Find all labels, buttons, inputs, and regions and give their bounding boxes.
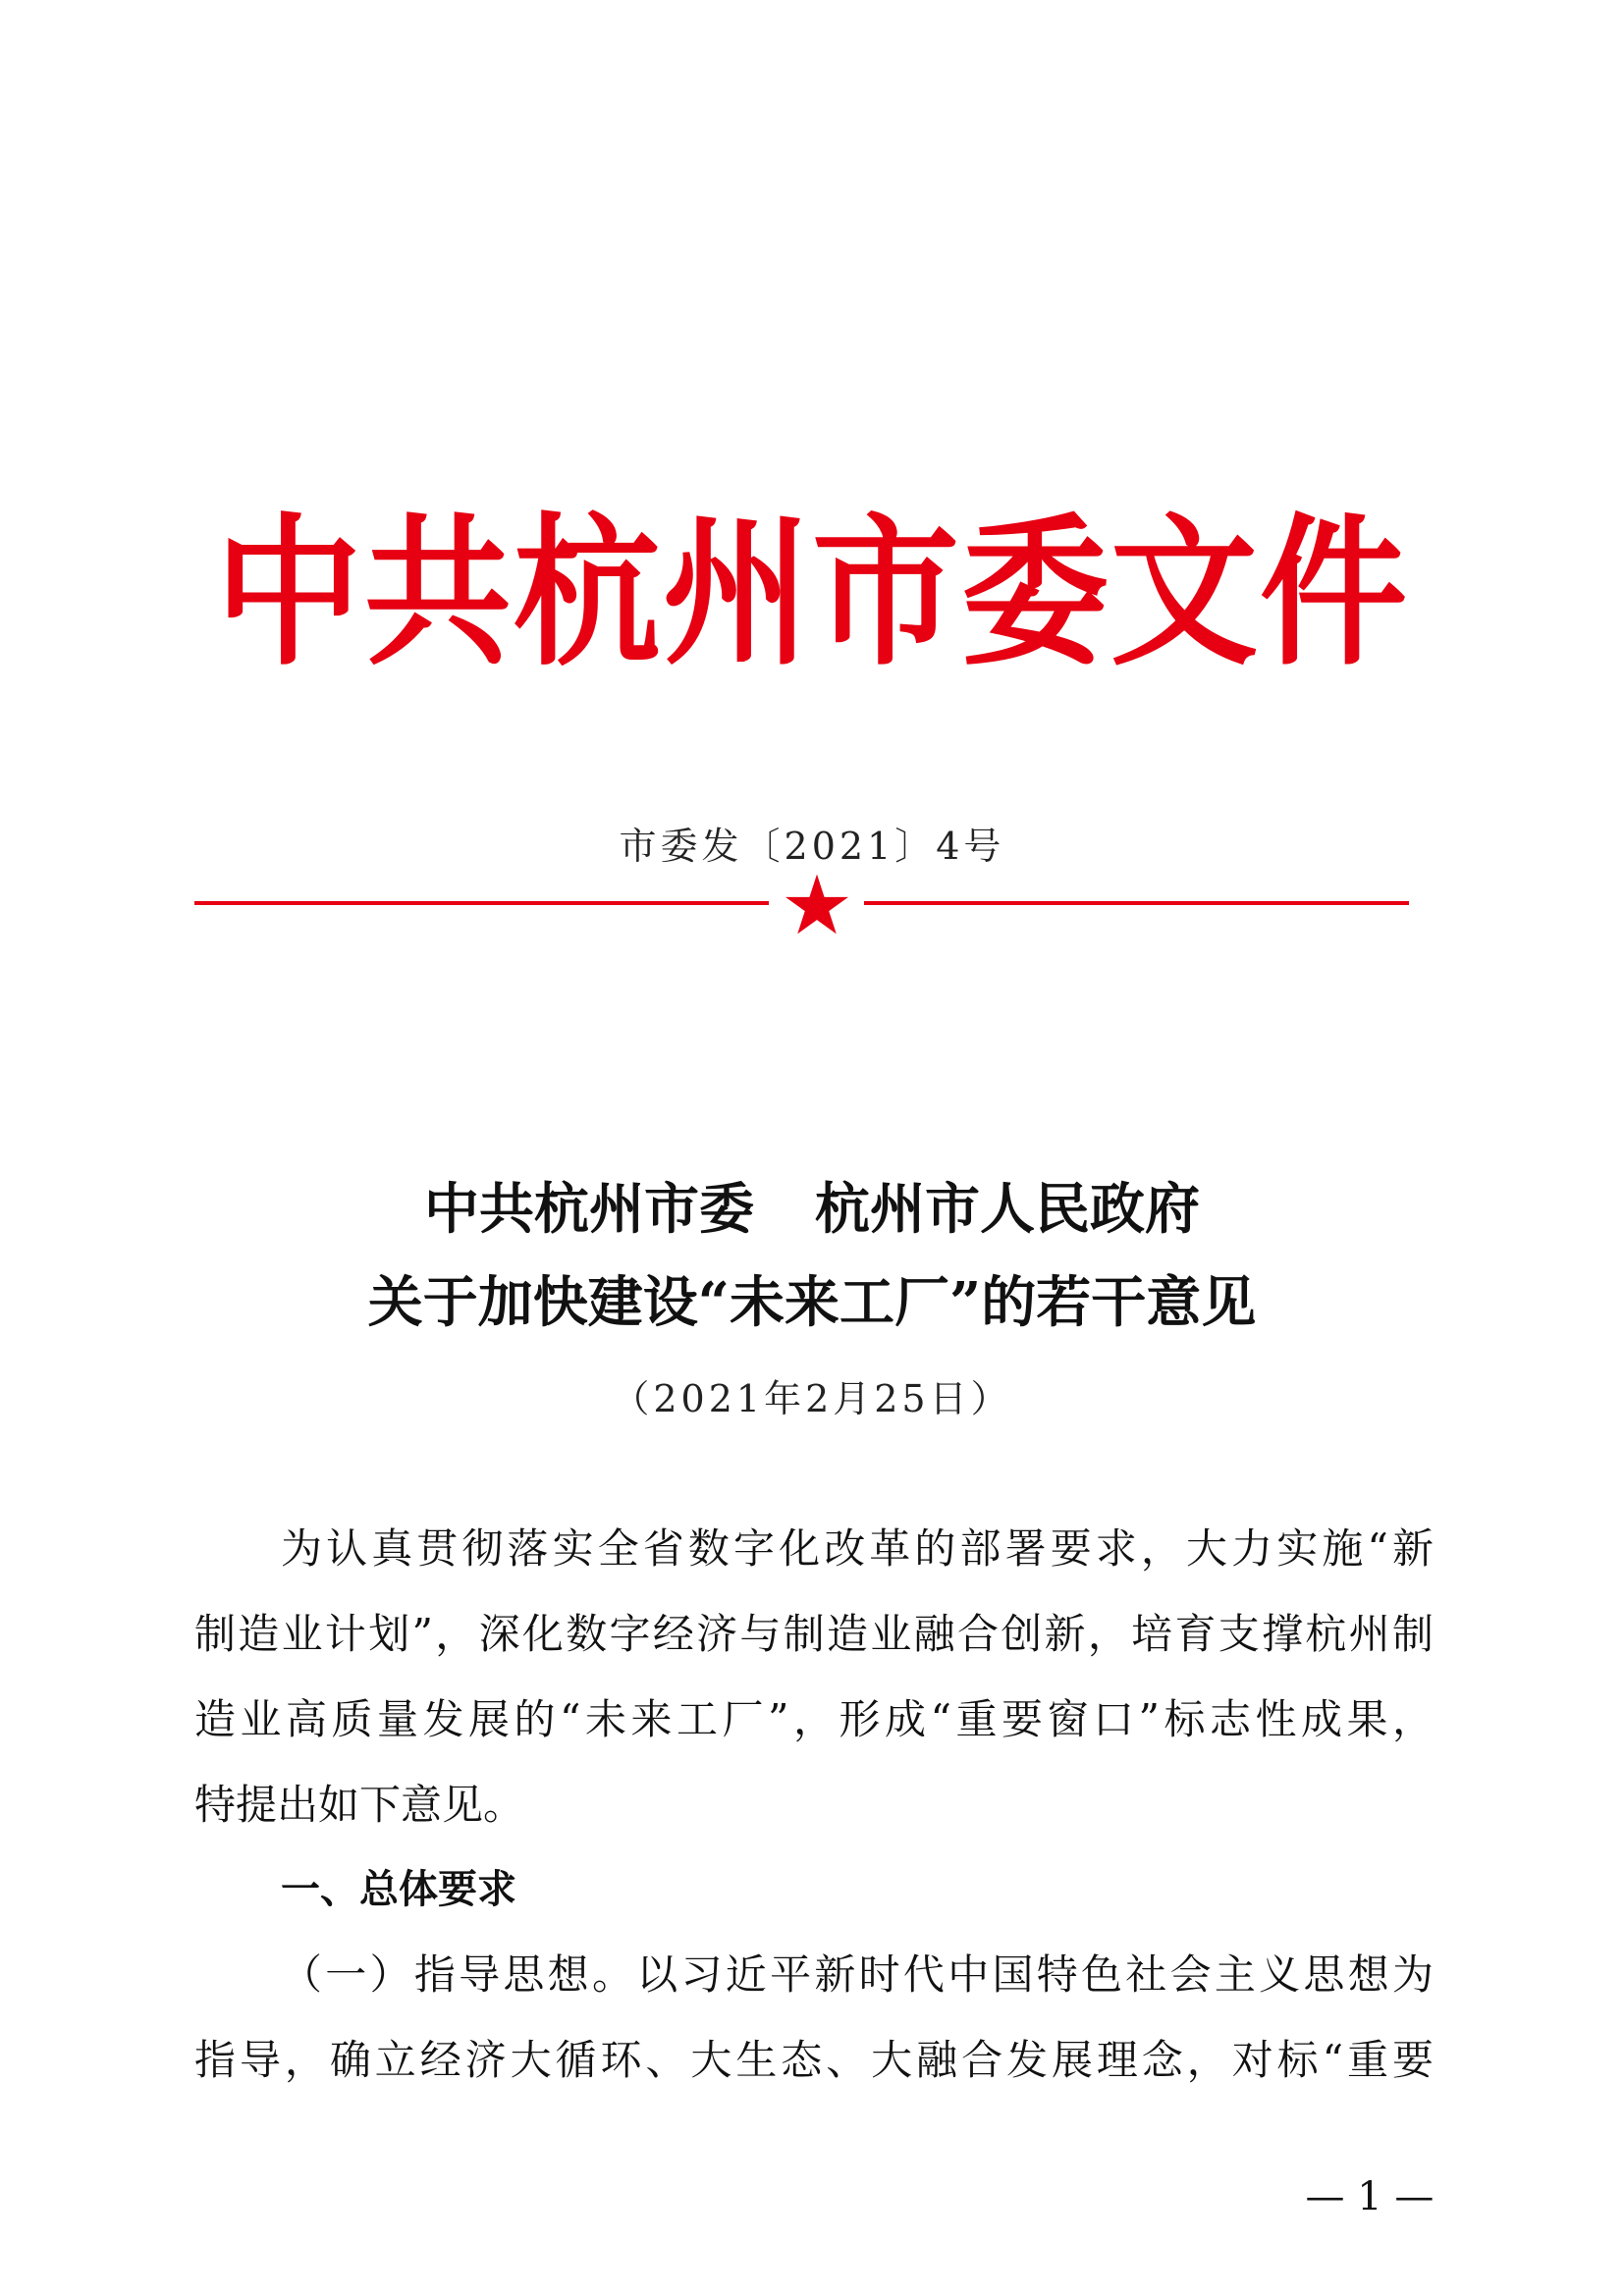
title-issuer-government: 杭州市人民政府: [815, 1177, 1200, 1242]
paragraph-line: 指导，确立经济大循环、大生态、大融合发展理念，对标“重要: [194, 2036, 1434, 2084]
issue-date: （2021年2月25日）: [612, 1377, 1012, 1420]
document-masthead: 中共杭州市委文件: [214, 498, 1409, 688]
paragraph-line: 为认真贯彻落实全省数字化改革的部署要求，大力实施“新: [281, 1524, 1434, 1573]
section-heading: 一、总体要求: [281, 1867, 516, 1912]
red-divider-left: [194, 901, 769, 905]
title-subject: 关于加快建设“未来工厂”的若干意见: [367, 1270, 1257, 1335]
paragraph-line: 制造业计划”，深化数字经济与制造业融合创新，培育支撑杭州制: [194, 1610, 1434, 1658]
title-issuers: [0, 1175, 1624, 1244]
paragraph-line: 特提出如下意见。: [194, 1781, 525, 1829]
title-issuer-party: 中共杭州市委: [424, 1177, 754, 1242]
paragraph-line: 造业高质量发展的“未来工厂”，形成“重要窗口”标志性成果，: [194, 1695, 1434, 1743]
paragraph-line: （一）指导思想。以习近平新时代中国特色社会主义思想为: [281, 1950, 1434, 1999]
document-number: 市委发〔2021〕4号: [619, 825, 1005, 868]
red-star-icon: [785, 874, 848, 934]
page-number: — 1 —: [1305, 2174, 1435, 2219]
red-divider-right: [864, 901, 1409, 905]
